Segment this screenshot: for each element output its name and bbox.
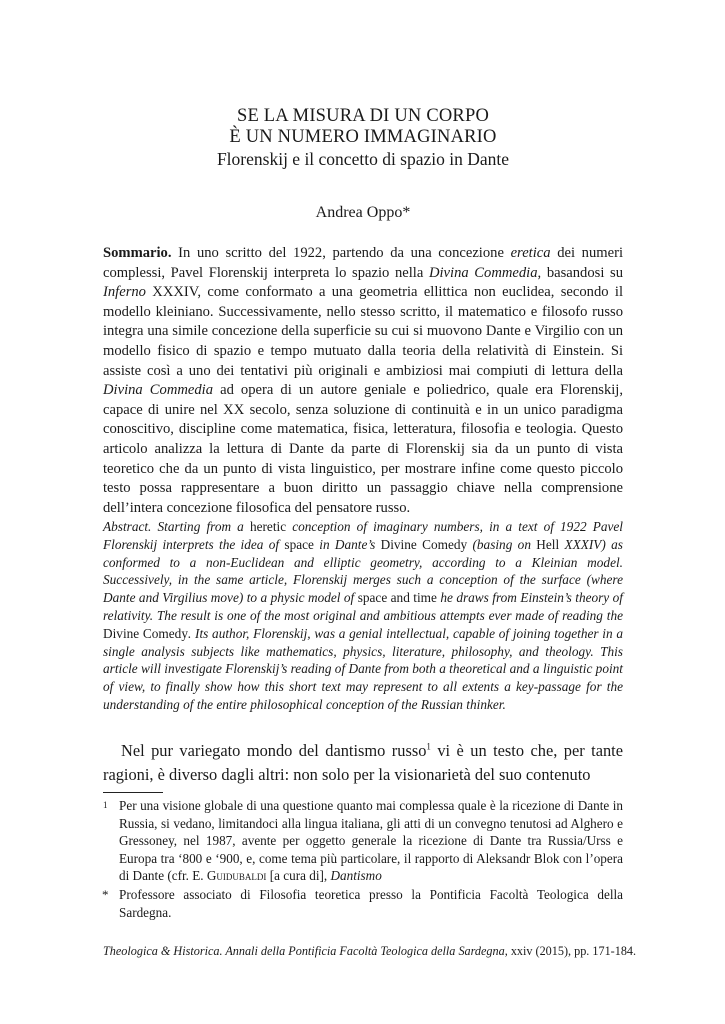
- abstract-upright: space: [284, 536, 314, 552]
- english-abstract: [103, 518, 623, 714]
- title-line-2: È UN NUMERO IMMAGINARIO: [229, 127, 497, 147]
- body-text: vi è un testo che, per tante ragioni, è diverso dagli altri: non solo per la visionarietà del suo contenuto: [103, 741, 623, 784]
- italian-summary: [103, 244, 623, 518]
- abstract-text: Abstract. Starting from a: [103, 519, 250, 534]
- summary-label: Sommario.: [103, 245, 172, 261]
- summary-emphasis: Divina Commedia: [103, 382, 214, 399]
- footnote-divider: [103, 792, 163, 793]
- author: [103, 204, 623, 222]
- author-name: Andrea Oppo: [315, 204, 403, 221]
- abstract-text: (basing on: [467, 536, 537, 552]
- footnote-text: Professore associato di Filosofia teoretica presso la Pontificia Facoltà Teologica della Sardegna.: [119, 886, 623, 920]
- abstract-text: XXXIV) as conformed to a non-Euclidean and elliptic geometry, according to a Kleinian model. Successively, in the same article, Florenskij merges such a conception of the surface (where Dante and Virgilius move) to a physic model of: [103, 536, 623, 606]
- summary-text: , basandosi su: [537, 264, 623, 281]
- abstract-text: in Dante’s: [313, 536, 381, 552]
- footnote-1-mark: 1: [103, 800, 108, 810]
- abstract-text: conception of imaginary numbers, in a text of 1922 Pavel Florenskij interprets the idea of: [103, 519, 623, 552]
- footnote-author: [103, 886, 623, 921]
- body-text: Nel pur variegato mondo del dantismo russo: [121, 741, 427, 760]
- title-line-1: SE LA MISURA DI UN CORPO: [236, 106, 490, 126]
- summary-emphasis: Divina Commedia: [428, 264, 538, 281]
- summary-text: ad opera di un autore geniale e poliedrico, quale era Florenskij, capace di unire nel XX secolo, senza soluzione di continuità e in un unico paradigma conoscitivo, discipline come matematica, fisica, letteratura, filosofia e teologia. Questo articolo analizza la lettura di Dante da parte di Florenskij sia da un punto di vista teoretico che da un punto di vista linguistico, per mostrare infine come questo piccolo testo possa rappresentare a buon diritto un passaggio chiave nella comprensione dell’intera concezione filosofica del pensatore russo.: [103, 382, 624, 516]
- abstract-upright: Divine Comedy: [380, 536, 468, 552]
- abstract-upright: space and time: [357, 590, 437, 606]
- journal-citation: [103, 944, 643, 959]
- body-paragraph: [103, 739, 623, 787]
- abstract-upright: Divine Comedy: [103, 625, 188, 641]
- footnote-title: Dantismo: [330, 868, 382, 884]
- footnote-ref-1[interactable]: 1: [426, 741, 431, 752]
- abstract-upright: heretic: [249, 519, 287, 534]
- article-subtitle: Florenskij e il concetto di spazio in Dante: [216, 149, 510, 169]
- footnote-text: [a cura di],: [266, 868, 331, 884]
- summary-text: dei numeri complessi, Pavel Florenskij interpreta lo spazio nella: [103, 245, 623, 281]
- journal-name: Theologica & Historica. Annali della Pontificia Facoltà Teologica della Sardegna: [103, 944, 505, 958]
- journal-volume: , xxiv (2015), pp. 171-184.: [504, 944, 637, 958]
- author-footnote-mark: *: [402, 204, 411, 221]
- footnotes: [103, 797, 623, 922]
- abstract-text: . Its author, Florenskij, was a genial intellectual, capable of joining together in a single analysis subjects like mathematics, physics, literature, philosophy, and theology. This article will investigate Florenskij’s reading of Dante from both a theoretical and a linguistic point of view, to finally show how this short text may represent to all extents a key-passage for the understanding of the entire philosophical conception of the Russian thinker.: [103, 625, 624, 712]
- summary-text: XXXIV, come conformato a una geometria ellittica non euclidea, secondo il modello kleiniano. Successivamente, nello stesso scritto, il matematico e filosofo russo integra una simile concezione della superficie su cui si muovono Dante e Virgilio con un modello fisico di spazio e tempo mutuato dalla teoria della relatività di Einstein. Si assiste così a uno dei tentativi più originali e ambiziosi mai compiuti di lettura della: [103, 284, 623, 379]
- footnote-text: Per una visione globale di una questione quanto mai complessa quale è la ricezione di Dante in Russia, si vedano, limitandoci alla lingua italiana, gli atti di un convegno tenutosi ad Alghero e Gressoney, nel 1987, avente per oggetto generale la ricezione di Dante tra Russia/Urss e Europa tra ‘800 e ‘900, e, come tema più particolare, il rapporto di Aleksandr Blok con l’opera di Dante (cfr. E.: [119, 798, 623, 884]
- abstract-upright: Hell: [536, 536, 560, 552]
- footnote-author-mark: *: [102, 886, 109, 902]
- footnote-1: [103, 797, 623, 885]
- summary-emphasis: eretica: [510, 245, 551, 261]
- footnote-author-name: Guidubaldi: [206, 868, 267, 884]
- summary-emphasis: Inferno: [103, 284, 146, 301]
- abstract-text: he draws from Einstein’s theory of relativity. The result is one of the most original and ambitious attempts ever made of reading the: [103, 590, 623, 623]
- article-title: [103, 106, 623, 170]
- summary-text: In uno scritto del 1922, partendo da una concezione: [171, 245, 511, 261]
